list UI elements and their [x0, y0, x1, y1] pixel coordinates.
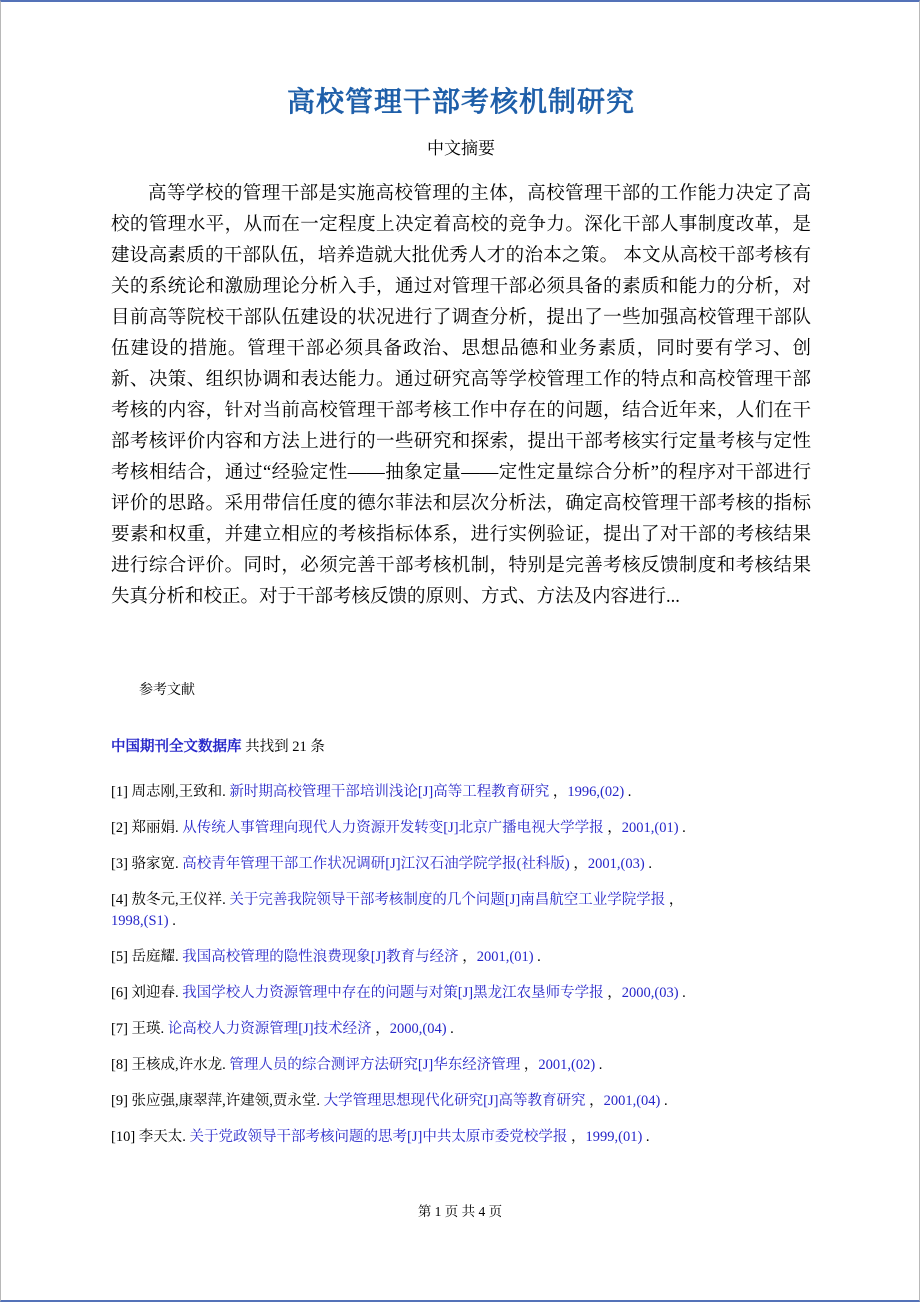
- reference-year-link[interactable]: 2001,(01): [476, 949, 534, 965]
- reference-year-link[interactable]: 2001,(03): [587, 856, 645, 872]
- page-title: 高校管理干部考核机制研究: [286, 87, 635, 118]
- reference-separator: ，: [549, 784, 568, 800]
- reference-period: .: [624, 784, 632, 800]
- reference-item-7: [111, 1019, 811, 1040]
- reference-item-3: [111, 854, 811, 875]
- reference-separator: ，: [371, 1021, 390, 1037]
- reference-item-8: [111, 1055, 811, 1076]
- reference-separator: ，: [603, 820, 622, 836]
- reference-period: .: [642, 1129, 650, 1145]
- reference-period: .: [678, 820, 686, 836]
- reference-item-5: [111, 947, 811, 968]
- reference-period: .: [446, 1021, 454, 1037]
- reference-separator: ，: [585, 1093, 604, 1109]
- reference-separator: ，: [665, 892, 684, 908]
- reference-period: .: [644, 856, 652, 872]
- reference-title-link[interactable]: 我国高校管理的隐性浪费现象[J]教育与经济: [182, 949, 459, 965]
- reference-authors: [3] 骆家宽.: [111, 856, 183, 872]
- reference-item-6: [111, 983, 811, 1004]
- reference-period: .: [595, 1057, 603, 1073]
- reference-title-link[interactable]: 论高校人力资源管理[J]技术经济: [167, 1021, 372, 1037]
- reference-year-link[interactable]: 1999,(01): [585, 1129, 643, 1145]
- reference-separator: ，: [603, 985, 622, 1001]
- reference-authors: [10] 李天太.: [111, 1129, 190, 1145]
- reference-year-link[interactable]: 2001,(01): [621, 820, 679, 836]
- page-number: 第 1 页 共 4 页: [417, 1204, 503, 1219]
- reference-year-link[interactable]: 1998,(S1): [111, 913, 169, 929]
- reference-item-2: [111, 818, 811, 839]
- reference-title-link[interactable]: 管理人员的综合测评方法研究[J]华东经济管理: [229, 1057, 521, 1073]
- reference-authors: [4] 敖冬元,王仪祥.: [111, 892, 230, 908]
- reference-authors: [5] 岳庭耀.: [111, 949, 183, 965]
- reference-year-link[interactable]: 2001,(04): [603, 1093, 661, 1109]
- abstract-text: 高等学校的管理干部是实施高校管理的主体，高校管理干部的工作能力决定了高校的管理水平，从而在一定程度上决定着高校的竞争力。深化干部人事制度改革，是建设高素质的干部队伍，培养造就大批优秀人才的治本之策。 本文从高校干部考核有关的系统论和激励理论分析入手，通过对管理干部必须具备的素质和能力的分析，对目前高等院校干部队伍建设的状况进行了调查分析，提出了一些加强高校管理干部队伍建设的措施。管理干部必须具备政治、思想品德和业务素质，同时要有学习、创新、决策、组织协调和表达能力。通过研究高等学校管理工作的特点和高校管理干部考核的内容，针对当前高校管理干部考核工作中存在的问题，结合近年来，人们在干部考核评价内容和方法上进行的一些研究和探索，提出干部考核实行定量考核与定性考核相结合，通过“经验定性——抽象定量——定性定量综合分析”的程序对干部进行评价的思路。采用带信任度的德尔菲法和层次分析法，确定高校管理干部考核的指标要素和权重，并建立相应的考核指标体系，进行实例验证，提出了对干部的考核结果进行综合评价。同时，必须完善干部考核机制，特别是完善考核反馈制度和考核结果失真分析和校正。对于干部考核反馈的原则、方式、方法及内容进行...: [111, 184, 811, 607]
- reference-item-9: [111, 1091, 811, 1112]
- reference-year-link[interactable]: 2001,(02): [538, 1057, 596, 1073]
- references-heading: 参考文献: [139, 683, 195, 698]
- reference-authors: [7] 王瑛.: [111, 1021, 168, 1037]
- reference-item-10: [111, 1127, 811, 1148]
- reference-item-4: [111, 890, 811, 932]
- reference-authors: [2] 郑丽娟.: [111, 820, 183, 836]
- reference-title-link[interactable]: 从传统人事管理向现代人力资源开发转变[J]北京广播电视大学学报: [182, 820, 604, 836]
- reference-authors: [1] 周志刚,王致和.: [111, 784, 230, 800]
- reference-year-link[interactable]: 1996,(02): [567, 784, 625, 800]
- reference-title-link[interactable]: 我国学校人力资源管理中存在的问题与对策[J]黑龙江农垦师专学报: [182, 985, 604, 1001]
- reference-title-link[interactable]: 关于完善我院领导干部考核制度的几个问题[J]南昌航空工业学院学报: [229, 892, 666, 908]
- database-name[interactable]: 中国期刊全文数据库: [111, 739, 242, 755]
- reference-year-link[interactable]: 2000,(04): [389, 1021, 447, 1037]
- reference-title-link[interactable]: 关于党政领导干部考核问题的思考[J]中共太原市委党校学报: [189, 1129, 568, 1145]
- references-list: [111, 782, 811, 1148]
- reference-authors: [6] 刘迎春.: [111, 985, 183, 1001]
- reference-authors: [9] 张应强,康翠萍,许建领,贾永堂.: [111, 1093, 324, 1109]
- reference-authors: [8] 王核成,许水龙.: [111, 1057, 230, 1073]
- reference-item-1: [111, 782, 811, 803]
- reference-title-link[interactable]: 高校青年管理干部工作状况调研[J]江汉石油学院学报(社科版): [182, 856, 570, 872]
- reference-period: .: [660, 1093, 668, 1109]
- reference-year-link[interactable]: 2000,(03): [621, 985, 679, 1001]
- database-result-count: 共找到 21 条: [241, 739, 325, 755]
- reference-title-link[interactable]: 大学管理思想现代化研究[J]高等教育研究: [323, 1093, 586, 1109]
- abstract-heading: 中文摘要: [427, 139, 495, 158]
- reference-period: .: [533, 949, 541, 965]
- reference-title-link[interactable]: 新时期高校管理干部培训浅论[J]高等工程教育研究: [229, 784, 550, 800]
- reference-separator: ，: [567, 1129, 586, 1145]
- reference-separator: ，: [458, 949, 477, 965]
- reference-period: .: [168, 913, 176, 929]
- reference-separator: ，: [569, 856, 588, 872]
- database-result-line: [111, 735, 811, 756]
- reference-separator: ，: [520, 1057, 539, 1073]
- reference-period: .: [678, 985, 686, 1001]
